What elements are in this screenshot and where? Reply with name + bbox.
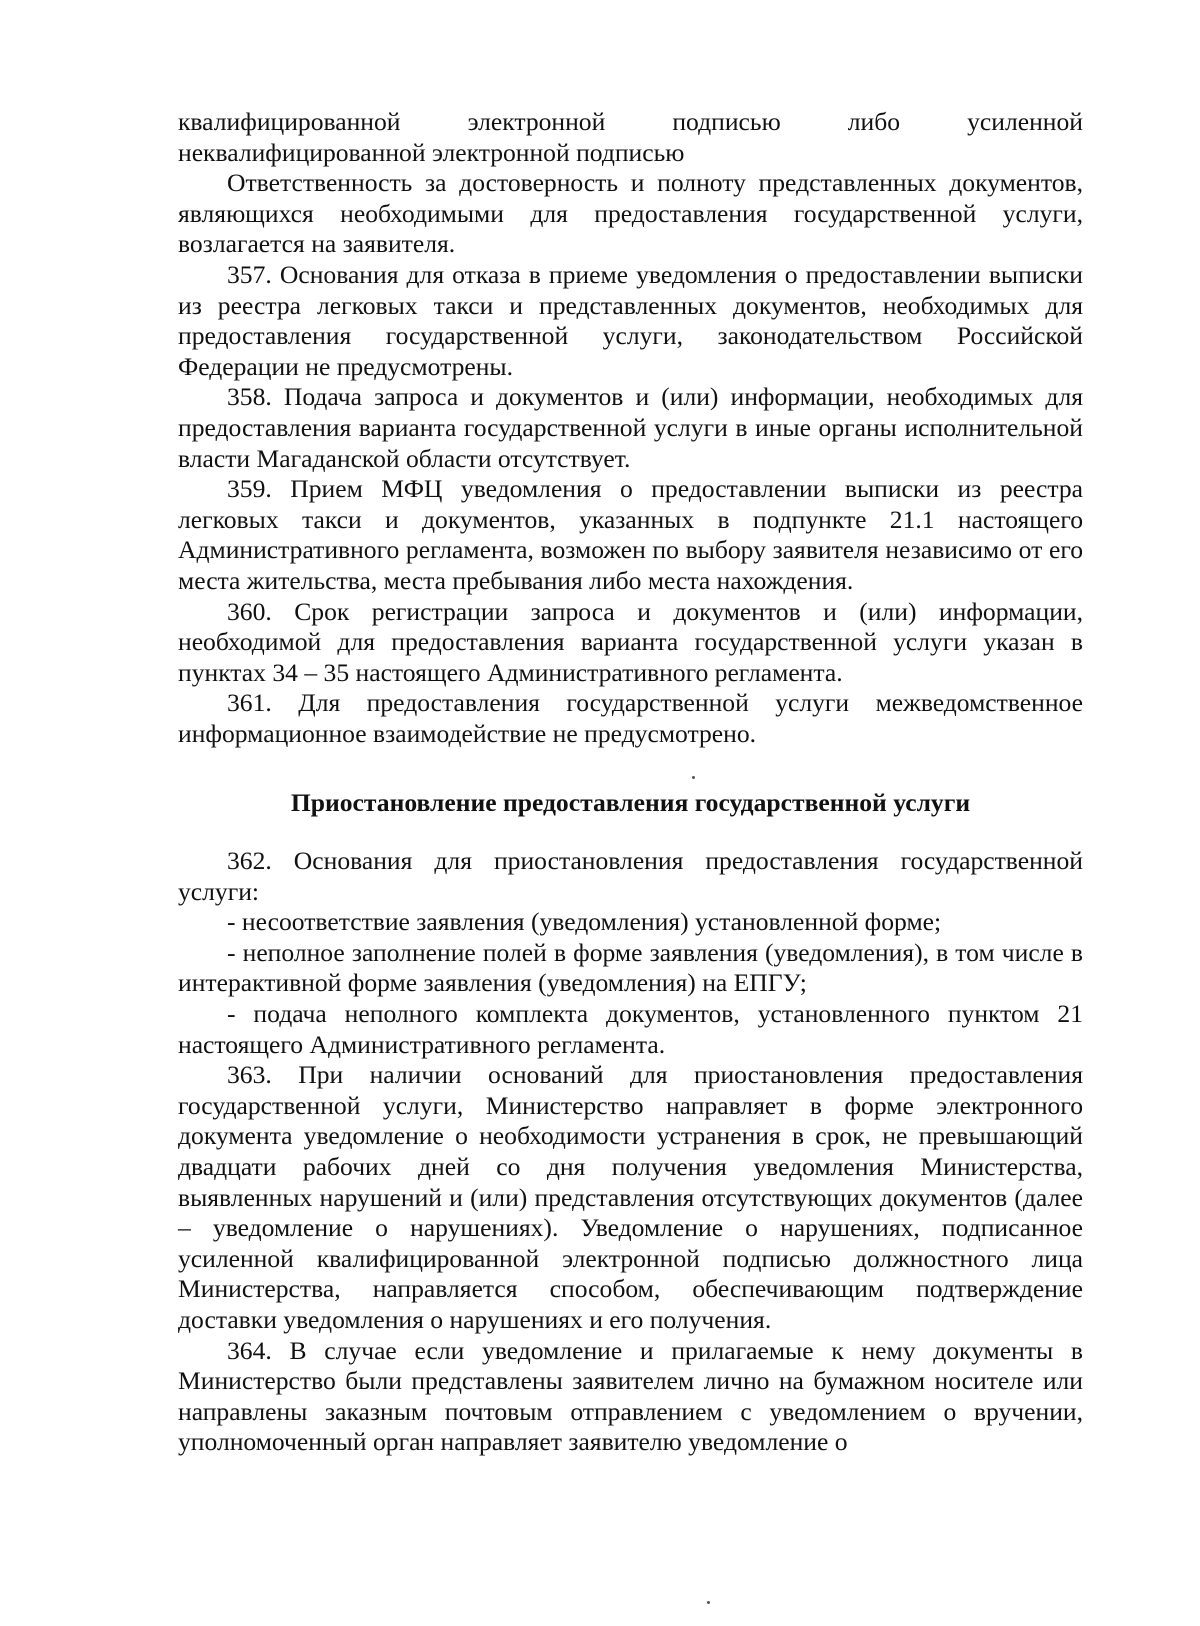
list-item-form-mismatch: - несоответствие заявления (уведомления) установленной форме;: [227, 907, 942, 937]
section-heading: Приостановление предоставления государственной услуги: [290, 788, 971, 818]
scan-speck: [692, 776, 695, 779]
paragraph-357: 357. Основания для отказа в приеме уведомления о предоставлении выписки из реестра легковых такси и представленных документов, необходимых для предоставления государственной услуги, законодательством Российской Федерации не предусмотрены.: [178, 259, 1083, 381]
list-item-incomplete-documents: - подача неполного комплекта документов, установленного пунктом 21 настоящего Административного регламента.: [178, 999, 1083, 1059]
list-item-incomplete-fields: - неполное заполнение полей в форме заявления (уведомления), в том числе в интерактивной форме заявления (уведомления) на ЕПГУ;: [178, 937, 1083, 998]
document-page: [178, 107, 1083, 1458]
paragraph-359: 359. Прием МФЦ уведомления о предоставлении выписки из реестра легковых такси и документов, указанных в подпункте 21.1 настоящего Административного регламента, возможен по выбору заявителя независимо от его места жительства, места пребывания либо места нахождения.: [178, 474, 1083, 595]
paragraph-362: 362. Основания для приостановления предоставления государственной услуги:: [178, 846, 1083, 906]
paragraph-responsibility: Ответственность за достоверность и полноту представленных документов, являющихся необходимыми для предоставления государственной услуги, возлагается на заявителя.: [178, 168, 1083, 259]
paragraph-360: 360. Срок регистрации запроса и документов и (или) информации, необходимой для предоставления варианта государственной услуги указан в пунктах 34 – 35 настоящего Административного регламента.: [178, 596, 1083, 687]
paragraph-363: 363. При наличии оснований для приостановления предоставления государственной услуги, Министерство направляет в форме электронного документа уведомление о необходимости устранения в срок, не превышающий двадцати рабочих дней со дня получения уведомления Министерства, выявленных нарушений и (или) представления отсутствующих документов (далее – уведомление о нарушениях). Уведомление о нарушениях, подписанное усиленной квалифицированной электронной подписью должностного лица Министерства, направляется способом, обеспечивающим подтверждение доставки уведомления о нарушениях и его получения.: [178, 1060, 1083, 1334]
paragraph-364: 364. В случае если уведомление и прилагаемые к нему документы в Министерство были представлены заявителем лично на бумажном носителе или направлены заказным почтовым отправлением с уведомлением о вручении, уполномоченный орган направляет заявителю уведомление о: [178, 1335, 1083, 1457]
paragraph-361: 361. Для предоставления государственной услуги межведомственное информационное взаимодействие не предусмотрено.: [178, 688, 1083, 748]
scan-speck: [707, 1601, 710, 1604]
paragraph-signature-continuation: квалифицированной электронной подписью либо усиленной неквалифицированной электронной подписью: [178, 107, 1083, 167]
paragraph-358: 358. Подача запроса и документов и (или) информации, необходимых для предоставления варианта государственной услуги в иные органы исполнительной власти Магаданской области отсутствует.: [178, 382, 1083, 473]
